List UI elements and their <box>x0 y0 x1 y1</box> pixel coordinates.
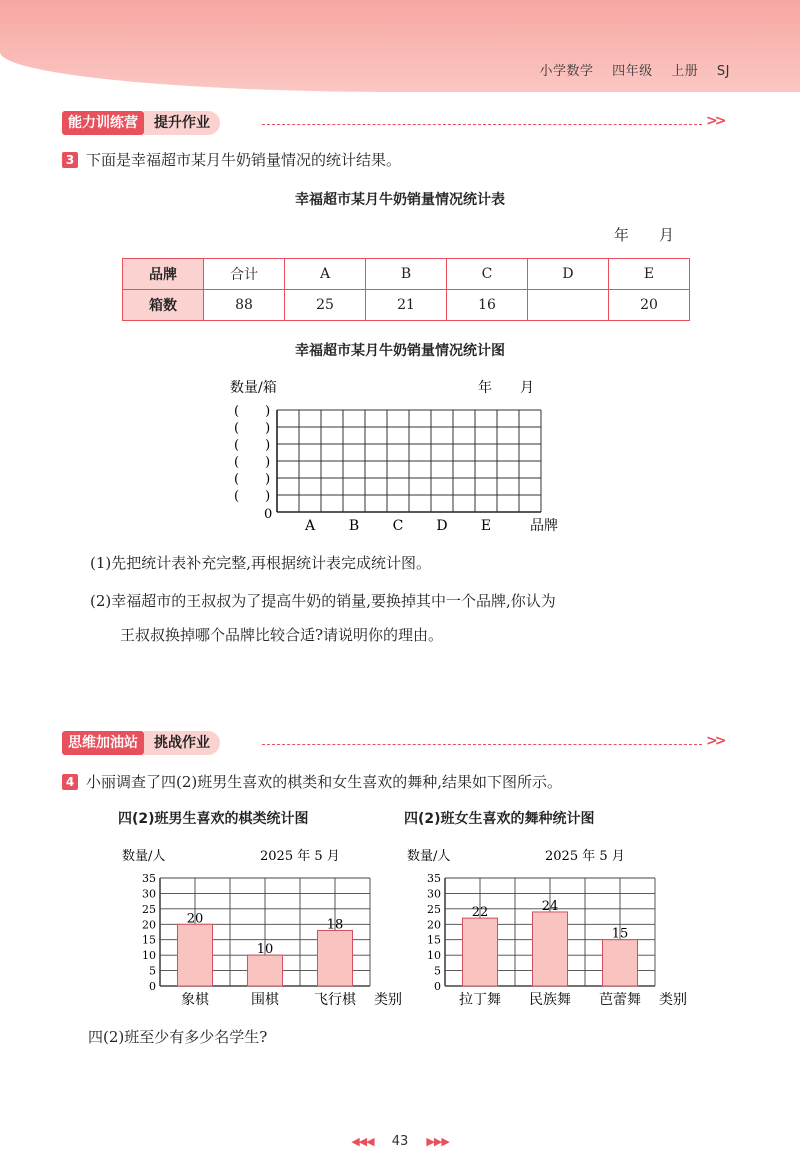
q3-sub1: (1)先把统计表补充完整,再根据统计表完成统计图。 <box>90 554 432 572</box>
bar <box>318 930 353 986</box>
section-tag-challenge <box>62 731 220 755</box>
category-label: D <box>436 518 448 534</box>
data-label: 10 <box>256 942 274 958</box>
category-label: 民族舞 <box>529 992 571 1008</box>
edition-label: SJ <box>716 64 730 79</box>
bar <box>603 940 638 986</box>
tick-label: 35 <box>427 872 441 885</box>
double-chevron-icon: >> <box>706 113 724 129</box>
table-col-header: D <box>528 259 609 290</box>
bar <box>533 912 568 986</box>
table-header-brand: 品牌 <box>123 259 204 290</box>
tick-label: 15 <box>142 933 156 947</box>
category-label: 飞行棋 <box>314 992 356 1008</box>
table-header-count: 箱数 <box>123 290 204 321</box>
q3-stat-table <box>122 258 690 321</box>
double-chevron-icon: >> <box>706 733 724 749</box>
section-tag-sub: 提升作业 <box>144 111 220 135</box>
table-cell: 88 <box>204 290 285 321</box>
data-label: 18 <box>326 917 344 933</box>
data-label: 24 <box>541 898 559 914</box>
y-axis-label: 数量/人 <box>407 849 451 864</box>
chart-date: 2025 年 5 月 <box>260 849 340 864</box>
chart2-title: 四(2)班女生喜欢的舞种统计图 <box>404 811 595 827</box>
category-label: 拉丁舞 <box>459 992 501 1008</box>
table-col-header: C <box>447 259 528 290</box>
blank-tick-label: ( ) <box>234 438 271 453</box>
tick-label: 10 <box>142 949 156 963</box>
table-col-header: 合计 <box>204 259 285 290</box>
tick-label: 30 <box>142 887 156 901</box>
category-label: C <box>392 518 404 534</box>
page-number: 43 <box>391 1134 409 1149</box>
blank-tick-label: ( ) <box>234 489 271 504</box>
blank-tick-label: ( ) <box>234 455 271 470</box>
tick-label: 5 <box>149 964 156 978</box>
bar <box>463 918 498 986</box>
tick-label: 30 <box>427 887 441 901</box>
section-tag-training <box>62 111 220 135</box>
section-tag-sub: 挑战作业 <box>144 731 220 755</box>
subject-label: 小学数学 <box>539 64 594 79</box>
q3-sub2-line2: 王叔叔换掉哪个品牌比较合适?请说明你的理由。 <box>120 626 444 644</box>
volume-label: 上册 <box>671 64 699 79</box>
q3-chart-xlabel: 品牌 <box>530 518 558 534</box>
tick-label: 0 <box>149 980 156 993</box>
blank-tick-label: ( ) <box>234 421 271 436</box>
table-col-header: E <box>609 259 690 290</box>
table-cell: 25 <box>285 290 366 321</box>
bar <box>178 924 213 986</box>
category-label: 围棋 <box>251 992 279 1008</box>
data-label: 22 <box>471 905 489 921</box>
q3-table-date: 年 月 <box>614 226 675 244</box>
q3-chart-ylabel: 数量/箱 <box>230 380 277 396</box>
table-row <box>123 259 690 290</box>
question-number-3: 3 <box>62 152 78 168</box>
tick-label: 20 <box>427 918 441 932</box>
section-divider <box>262 124 702 125</box>
question-number-4: 4 <box>62 774 78 790</box>
x-axis-label: 类别 <box>374 992 402 1008</box>
section-divider <box>262 744 702 745</box>
data-label: 20 <box>186 911 204 927</box>
blank-tick-label: ( ) <box>234 404 271 419</box>
q3-chart-ticks <box>234 404 270 504</box>
tick-label: 15 <box>427 933 441 947</box>
q3-chart-title: 幸福超市某月牛奶销量情况统计图 <box>295 343 505 359</box>
table-cell: 20 <box>609 290 690 321</box>
table-col-header: B <box>366 259 447 290</box>
q3-sub2-line1: (2)幸福超市的王叔叔为了提高牛奶的销量,要换掉其中一个品牌,你认为 <box>90 592 556 610</box>
section-tag-main: 能力训练营 <box>62 111 144 135</box>
grade-label: 四年级 <box>612 64 653 79</box>
q3-intro: 下面是幸福超市某月牛奶销量情况的统计结果。 <box>86 151 402 169</box>
bar <box>248 955 283 986</box>
next-arrows-icon: ▶▶▶ <box>426 1135 449 1148</box>
page-footer <box>0 1134 800 1149</box>
chart-date: 2025 年 5 月 <box>545 849 625 864</box>
data-label: 15 <box>611 926 629 942</box>
tick-label: 35 <box>142 872 156 885</box>
q3-table-title: 幸福超市某月牛奶销量情况统计表 <box>295 192 505 208</box>
category-label: 象棋 <box>181 992 209 1008</box>
table-row <box>123 290 690 321</box>
table-col-header: A <box>285 259 366 290</box>
tick-label: 0 <box>434 980 441 993</box>
table-cell: 16 <box>447 290 528 321</box>
x-axis-label: 类别 <box>659 992 687 1008</box>
blank-tick-label: ( ) <box>234 472 271 487</box>
boys-chess-bar-chart <box>120 840 410 1015</box>
table-cell: 21 <box>366 290 447 321</box>
table-cell-blank[interactable] <box>528 290 609 321</box>
tick-label: 10 <box>427 949 441 963</box>
chart1-title: 四(2)班男生喜欢的棋类统计图 <box>118 811 309 827</box>
tick-label: 20 <box>142 918 156 932</box>
category-label: E <box>480 518 492 534</box>
category-label: A <box>304 518 316 534</box>
category-label: B <box>348 518 360 534</box>
tick-label: 25 <box>142 902 156 916</box>
q3-chart-categories <box>304 518 491 534</box>
section-tag-main: 思维加油站 <box>62 731 144 755</box>
category-label: 芭蕾舞 <box>599 992 641 1008</box>
q4-question: 四(2)班至少有多少名学生? <box>88 1028 268 1046</box>
q4-intro: 小丽调查了四(2)班男生喜欢的棋类和女生喜欢的舞种,结果如下图所示。 <box>86 773 563 791</box>
book-info <box>525 60 730 79</box>
prev-arrows-icon: ◀◀◀ <box>351 1135 374 1148</box>
q3-chart-date: 年 月 <box>478 380 534 396</box>
tick-label: 25 <box>427 902 441 916</box>
girls-dance-bar-chart <box>405 840 695 1015</box>
q3-chart-grid <box>277 410 541 512</box>
q3-blank-chart[interactable] <box>220 372 580 542</box>
tick-label: 5 <box>434 964 441 978</box>
y-axis-label: 数量/人 <box>122 849 166 864</box>
q3-chart-zero: 0 <box>264 507 273 522</box>
